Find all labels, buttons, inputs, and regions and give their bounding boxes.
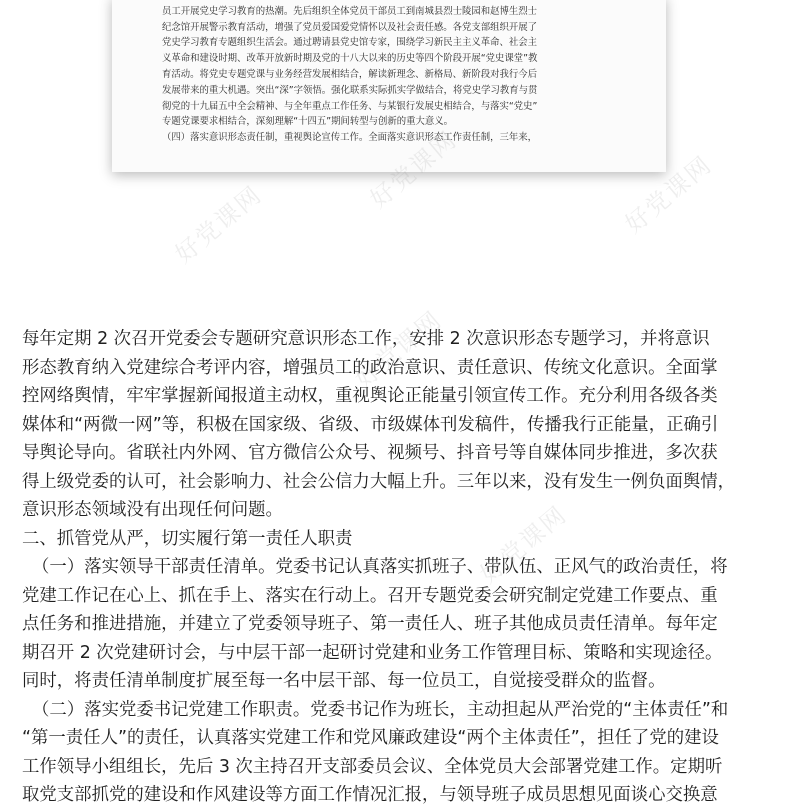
preview-line: 义革命和建设时期、改革开放新时期及党的十八大以来的历史等四个阶段开展“党史课堂”教	[162, 53, 538, 65]
preview-line: 育活动。将党史专题党课与业务经营发展相结合，解读新理念、新格局、新阶段对我行今后	[162, 68, 538, 80]
preview-line: 发展带来的重大机遇。突出“深”字领悟。强化联系实际抓实学做结合，将党史学习教育与贯	[162, 84, 538, 96]
paragraph-line: 意识形态领域没有出现任何问题。	[22, 500, 283, 520]
paragraph-line: 点任务和推进措施，并建立了党委领导班子、第一责任人、班子其他成员责任清单。每年定	[22, 614, 718, 634]
preview-line: 员工开展党史学习教育的热潮。先后组织全体党员干部员工到南城县烈士陵园和赵博生烈士	[162, 5, 538, 17]
paragraph-line: 媒体和“两微一网”等，积极在国家级、省级、市级媒体刊发稿件，传播我行正能量，正确引	[22, 414, 719, 435]
paragraph-line: 形态教育纳入党建综合考评内容，增强员工的政治意识、责任意识、传统文化意识。全面掌	[22, 357, 718, 378]
watermark-text: 好党课网	[169, 180, 268, 269]
paragraph-line: “第一责任人”的责任，认真落实党建工作和党风廉政建设“两个主体责任”，担任了党的建设	[22, 728, 719, 748]
paragraph-line: （二）落实党委书记党建工作职责。党委书记作为班长，主动担起从严治党的“主体责任”和	[32, 699, 729, 720]
preview-line: 彻党的十九届五中全会精神、与全年重点工作任务、与某银行发展史相结合，与落实“党史”	[162, 100, 538, 112]
paragraph-line: 每年定期 2 次召开党委会专题研究意识形态工作，安排 2 次意识形态专题学习，并将意识	[22, 329, 710, 349]
paragraph-line: （一）落实领导干部责任清单。党委书记认真落实抓班子、带队伍、正风气的政治责任，将	[32, 557, 728, 577]
paragraph-line: 得上级党委的认可，社会影响力、社会公信力大幅上升。三年以来，没有发生一例负面舆情，	[22, 471, 736, 492]
watermark-text: 好党课网	[349, 305, 448, 394]
document-preview-card	[112, 0, 666, 172]
paragraph-line: 同时，将责任清单制度扩展至每一名中层干部、每一位员工，自觉接受群众的监督。	[22, 671, 666, 691]
paragraph-line: 工作领导小组组长，先后 3 次主持召开支部委员会议、全体党员大会部署党建工作。定期听	[22, 756, 723, 777]
paragraph-line: 期召开 2 次党建研讨会，与中层干部一起研讨党建和业务工作管理目标、策略和实现途径。	[22, 642, 723, 663]
paragraph-line: 导舆论导向。省联社内外网、官方微信公众号、视频号、抖音号等自媒体同步推进，多次获	[22, 443, 718, 463]
paragraph-line: 取党支部抓党的建设和作风建设等方面工作情况汇报，与领导班子成员思想见面谈心交换意	[22, 785, 718, 805]
preview-line: （四）落实意识形态责任制，重视舆论宣传工作。全面落实意识形态工作责任制，三年来，	[162, 132, 538, 144]
section-heading: 二、抓管党从严，切实履行第一责任人职责	[22, 528, 353, 549]
paragraph-line: 党建工作记在心上、抓在手上、落实在行动上。召开专题党委会研究制定党建工作要点、重	[22, 585, 718, 606]
paragraph-line: 控网络舆情，牢牢掌握新闻报道主动权，重视舆论正能量引领宣传工作。充分利用各级各类	[22, 386, 718, 406]
preview-line: 纪念馆开展警示教育活动，增强了党员爱国爱党情怀以及社会责任感。各党支部组织开展了	[162, 21, 538, 33]
preview-line: 专题党课要求相结合，深刻理解“十四五”期间转型与创新的重大意义。	[162, 116, 453, 128]
document-body	[22, 325, 782, 810]
preview-text	[112, 0, 666, 146]
preview-line: 党史学习教育专题组织生活会。通过聘请县党史馆专家，围绕学习新民主主义革命、社会主	[162, 37, 538, 49]
watermark-text: 好党课网	[619, 150, 718, 239]
watermark-text: 好党课网	[474, 500, 573, 589]
